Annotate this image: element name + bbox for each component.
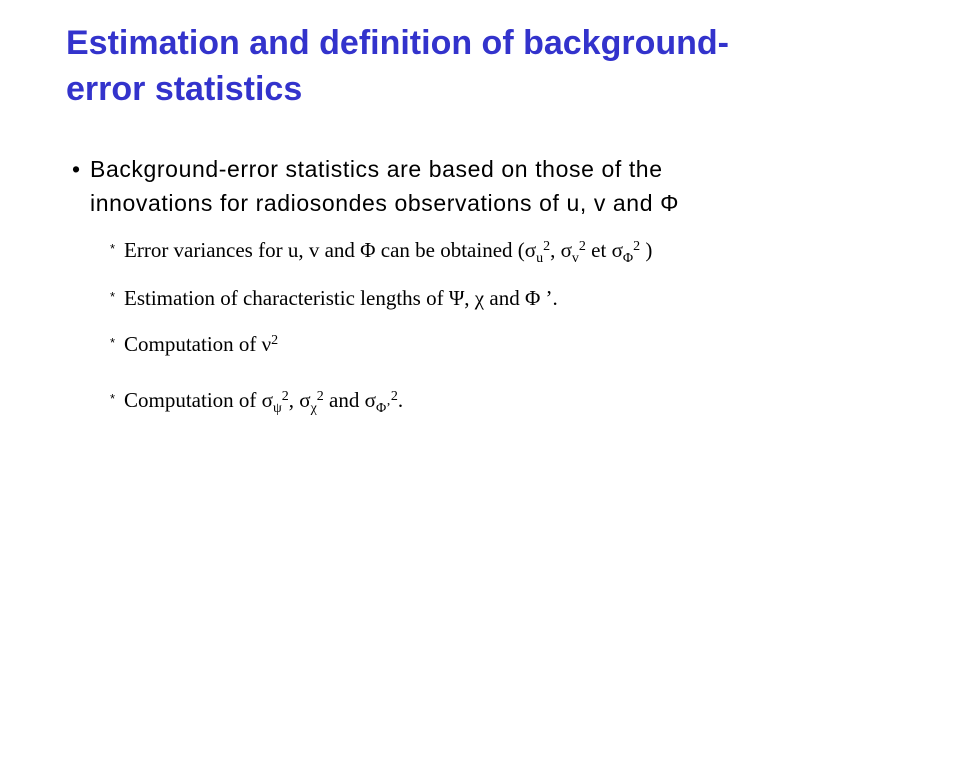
sub-text: and σ (323, 388, 376, 412)
sub-text: Error variances for u, v and Φ can be obtained (σ (124, 238, 537, 262)
title-line-1: Estimation and definition of background- (66, 24, 729, 62)
sub-text: , σ (288, 388, 311, 412)
slide-title (66, 20, 866, 112)
sub-text: , σ (550, 238, 572, 262)
superscript: 2 (543, 239, 551, 254)
sub-text: . (397, 388, 404, 412)
sub-item-error-variances (110, 236, 653, 266)
sub-text: et σ (585, 238, 623, 262)
superscript: 2 (633, 239, 641, 254)
subscript: v (571, 251, 579, 266)
sub-item-computation-sigma (110, 386, 404, 416)
sub-text: Computation of σ (124, 388, 273, 412)
main-bullet-line-1 (72, 152, 832, 186)
main-bullet (72, 152, 832, 220)
sub-bullet-marker: * (110, 241, 116, 256)
superscript: 2 (281, 389, 289, 404)
subscript: u (536, 251, 544, 266)
superscript: 2 (578, 239, 586, 254)
sub-text: ) (640, 238, 653, 262)
superscript: 2 (316, 389, 324, 404)
subscript: Φ (622, 251, 634, 266)
sub-item-computation-nu (110, 330, 278, 357)
subscript: χ (310, 401, 317, 416)
sub-bullet-marker: * (110, 391, 116, 406)
subscript: ψ (272, 401, 282, 416)
main-bullet-line-2: innovations for radiosondes observations of u, v and Φ (90, 190, 680, 216)
sub-item-characteristic-lengths (110, 284, 558, 311)
main-bullet-text-1: Background-error statistics are based on those of the (90, 156, 663, 182)
sub-bullet-marker: * (110, 335, 116, 350)
sub-text: Computation of ν (124, 332, 272, 356)
subscript: Φ’ (375, 401, 391, 416)
bullet-marker: • (72, 156, 81, 182)
superscript: 2 (390, 389, 398, 404)
sub-bullet-marker: * (110, 289, 116, 304)
title-line-2: error statistics (66, 70, 303, 108)
superscript: 2 (271, 333, 279, 348)
sub-text: Estimation of characteristic lengths of Ψ, χ and Φ ’. (124, 286, 558, 310)
